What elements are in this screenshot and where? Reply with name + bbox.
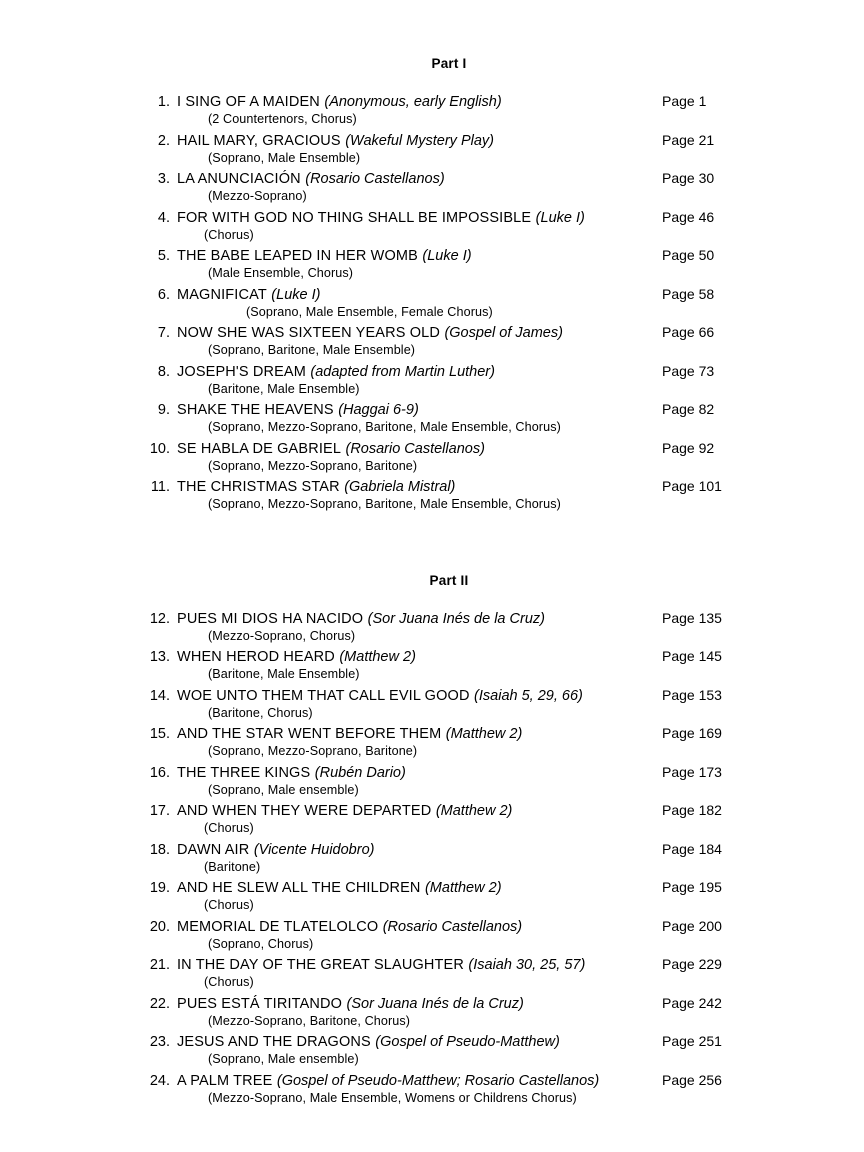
toc-entry: [148, 995, 728, 1028]
toc-entry-source: (Sor Juana Inés de la Cruz): [367, 610, 545, 627]
toc-entry-number: 17.: [149, 803, 170, 819]
toc-entry-main-line: [148, 648, 728, 666]
toc-entry-title: FOR WITH GOD NO THING SHALL BE IMPOSSIBLE: [177, 209, 532, 226]
part-separator-gap: [148, 517, 728, 573]
toc-entry-number: 9.: [157, 402, 170, 418]
part-one-heading: Part I: [431, 56, 467, 71]
toc-entry-page-number: Page 169: [662, 725, 722, 741]
toc-entry-number: 7.: [157, 325, 170, 341]
toc-entry-title: I SING OF A MAIDEN: [177, 94, 320, 110]
toc-entry-number: 4.: [157, 209, 170, 226]
toc-entry-source: (Matthew 2): [435, 803, 513, 819]
toc-entry-page-number: Page 195: [662, 879, 722, 895]
toc-entry: [148, 324, 728, 357]
toc-entry-main-line: [148, 1072, 728, 1090]
part-two-heading: Part II: [429, 572, 469, 588]
toc-entry-voicing: (Baritone, Male Ensemble): [208, 667, 360, 681]
toc-entry: [148, 286, 728, 319]
toc-entry-source: (Rosario Castellanos): [382, 918, 523, 935]
toc-entry-voicing: (Soprano, Chorus): [208, 936, 314, 951]
toc-entry-main-line: [148, 401, 728, 419]
toc-entry-number: 19.: [149, 880, 170, 896]
toc-entry: [148, 687, 728, 720]
toc-entry-number: 8.: [157, 363, 170, 380]
toc-entry-main-line: [148, 324, 728, 342]
toc-entry-page-number: Page 145: [662, 648, 722, 664]
toc-entry-page-number: Page 92: [662, 439, 715, 456]
toc-entry: [148, 170, 728, 203]
part-two-entry-list: [148, 610, 728, 1105]
toc-entry-title: AND THE STAR WENT BEFORE THEM: [177, 726, 442, 742]
toc-entry: [148, 209, 728, 242]
toc-entry: [148, 93, 728, 126]
toc-entry-number: 20.: [149, 918, 170, 935]
toc-entry-main-line: [148, 802, 728, 820]
toc-entry-voicing: (Mezzo-Soprano, Male Ensemble, Womens or Childrens Chorus): [208, 1090, 577, 1105]
toc-entry: [148, 725, 728, 758]
toc-entry-page-number: Page 46: [662, 208, 715, 225]
toc-entry-main-line: [148, 170, 728, 188]
toc-entry-page-number: Page 200: [662, 917, 722, 934]
toc-entry-source: (Matthew 2): [424, 880, 502, 896]
toc-entry-voicing: (Soprano, Baritone, Male Ensemble): [208, 343, 416, 357]
toc-entry-source: (Wakeful Mystery Play): [345, 132, 494, 149]
toc-entry-main-line: [148, 879, 728, 897]
toc-entry-voicing: (Baritone, Chorus): [208, 705, 313, 720]
toc-entry-page-number: Page 184: [662, 840, 722, 857]
toc-entry-title: LA ANUNCIACIÓN: [177, 171, 301, 187]
toc-entry-voicing: (Chorus): [204, 975, 254, 989]
toc-entry-main-line: [148, 995, 728, 1013]
toc-entry-title: THE CHRISTMAS STAR: [177, 479, 340, 495]
toc-entry-page-number: Page 50: [662, 247, 715, 263]
toc-entry: [148, 764, 728, 797]
toc-entry-page-number: Page 242: [662, 994, 722, 1011]
toc-entry-title: AND WHEN THEY WERE DEPARTED: [177, 803, 432, 819]
toc-entry-voicing: (Baritone): [204, 859, 261, 874]
toc-entry-source: (Sor Juana Inés de la Cruz): [346, 995, 524, 1012]
toc-entry-main-line: [148, 93, 728, 111]
toc-entry-main-line: [148, 725, 728, 743]
toc-entry-main-line: [148, 764, 728, 782]
toc-entry-source: (Rosario Castellanos): [345, 440, 485, 457]
toc-entry-number: 14.: [149, 687, 170, 704]
toc-entry-voicing: (Soprano, Male Ensemble, Female Chorus): [246, 304, 493, 319]
toc-entry-title: SE HABLA DE GABRIEL: [177, 440, 342, 457]
toc-entry-title: HAIL MARY, GRACIOUS: [177, 132, 341, 149]
toc-entry-title: A PALM TREE: [177, 1072, 273, 1089]
toc-entry-number: 15.: [149, 726, 170, 742]
toc-entry-page-number: Page 229: [662, 956, 722, 972]
toc-entry-title: MAGNIFICAT: [177, 286, 267, 303]
toc-entry: [148, 247, 728, 280]
toc-content: [148, 56, 728, 1110]
toc-entry-source: (Matthew 2): [445, 726, 523, 742]
toc-entry-main-line: [148, 440, 728, 458]
toc-entry-page-number: Page 135: [662, 609, 722, 626]
toc-entry-source: (Rubén Dario): [314, 764, 406, 781]
toc-entry-title: JOSEPH'S DREAM: [177, 363, 306, 380]
toc-entry-source: (Anonymous, early English): [324, 94, 502, 110]
toc-entry-number: 10.: [149, 440, 170, 457]
toc-entry-number: 23.: [149, 1034, 170, 1050]
toc-entry-source: (Matthew 2): [339, 649, 416, 665]
toc-entry: [148, 1072, 728, 1105]
toc-entry-main-line: [148, 918, 728, 936]
toc-entry-page-number: Page 30: [662, 170, 715, 186]
toc-entry-number: 24.: [149, 1072, 170, 1089]
toc-entry-number: 21.: [149, 957, 170, 973]
toc-entry-main-line: [148, 478, 728, 496]
toc-entry: [148, 956, 728, 989]
toc-entry-number: 1.: [157, 94, 170, 110]
toc-entry-source: (adapted from Martin Luther): [310, 363, 495, 380]
toc-entry-main-line: [148, 841, 728, 859]
toc-entry-voicing: (Chorus): [204, 898, 254, 912]
toc-entry-voicing: (Soprano, Mezzo-Soprano, Baritone, Male Ensemble, Chorus): [208, 497, 561, 511]
toc-entry-page-number: Page 21: [662, 131, 715, 148]
toc-entry-page-number: Page 82: [662, 401, 715, 417]
toc-entry-main-line: [148, 687, 728, 705]
toc-entry-page-number: Page 251: [662, 1033, 722, 1049]
toc-entry-title: NOW SHE WAS SIXTEEN YEARS OLD: [177, 325, 440, 341]
toc-entry-voicing: (Male Ensemble, Chorus): [208, 266, 354, 280]
toc-entry-number: 12.: [149, 610, 170, 627]
toc-entry-title: THE BABE LEAPED IN HER WOMB: [177, 248, 418, 264]
toc-entry-voicing: (Soprano, Mezzo-Soprano, Baritone): [208, 458, 418, 473]
toc-entry-title: MEMORIAL DE TLATELOLCO: [177, 918, 379, 935]
toc-entry-voicing: (Soprano, Mezzo-Soprano, Baritone, Male Ensemble, Chorus): [208, 420, 561, 434]
toc-entry-main-line: [148, 209, 728, 227]
toc-entry: [148, 648, 728, 681]
toc-entry-voicing: (Soprano, Male Ensemble): [208, 150, 361, 165]
toc-entry-number: 5.: [157, 248, 170, 264]
toc-entry-title: IN THE DAY OF THE GREAT SLAUGHTER: [177, 957, 464, 973]
toc-entry-voicing: (Soprano, Mezzo-Soprano, Baritone): [208, 744, 418, 758]
toc-entry: [148, 610, 728, 643]
toc-entry-source: (Gospel of James): [444, 325, 563, 341]
toc-entry-voicing: (Soprano, Male ensemble): [208, 782, 359, 797]
toc-entry: [148, 802, 728, 835]
toc-entry-page-number: Page 1: [662, 93, 707, 109]
toc-entry-source: (Isaiah 30, 25, 57): [468, 957, 586, 973]
toc-entry-source: (Rosario Castellanos): [305, 171, 445, 187]
toc-entry-number: 3.: [157, 171, 170, 187]
toc-entry: [148, 478, 728, 511]
toc-entry-source: (Isaiah 5, 29, 66): [474, 687, 583, 704]
toc-entry-number: 18.: [149, 841, 170, 858]
toc-entry-page-number: Page 173: [662, 763, 722, 780]
toc-entry-voicing: (2 Countertenors, Chorus): [208, 112, 357, 126]
toc-entry-main-line: [148, 956, 728, 974]
toc-entry-title: AND HE SLEW ALL THE CHILDREN: [177, 880, 421, 896]
toc-entry-voicing: (Baritone, Male Ensemble): [208, 381, 360, 396]
toc-entry-title: DAWN AIR: [177, 841, 250, 858]
toc-entry-number: 13.: [149, 649, 170, 665]
toc-entry-page-number: Page 66: [662, 324, 715, 340]
toc-entry-source: (Luke I): [271, 286, 321, 303]
toc-entry-number: 6.: [157, 286, 170, 303]
toc-entry-source: (Luke I): [422, 248, 472, 264]
toc-entry: [148, 440, 728, 473]
toc-entry-title: JESUS AND THE DRAGONS: [177, 1034, 371, 1050]
toc-entry-title: PUES MI DIOS HA NACIDO: [177, 610, 364, 627]
toc-entry-main-line: [148, 363, 728, 381]
toc-entry-number: 2.: [157, 132, 170, 149]
toc-entry-source: (Vicente Huidobro): [253, 841, 375, 858]
toc-entry-title: PUES ESTÁ TIRITANDO: [177, 995, 343, 1012]
toc-entry: [148, 879, 728, 912]
toc-entry-number: 22.: [149, 995, 170, 1012]
toc-entry-source: (Gospel of Pseudo-Matthew): [375, 1034, 560, 1050]
toc-entry-page-number: Page 73: [662, 362, 715, 379]
toc-entry-number: 11.: [150, 479, 170, 495]
toc-entry-main-line: [148, 247, 728, 265]
toc-entry: [148, 363, 728, 396]
toc-entry-title: WHEN HEROD HEARD: [177, 649, 335, 665]
toc-entry: [148, 841, 728, 874]
toc-entry-title: SHAKE THE HEAVENS: [177, 402, 334, 418]
toc-entry-voicing: (Chorus): [204, 227, 254, 242]
toc-entry-page-number: Page 182: [662, 802, 722, 818]
toc-entry-voicing: (Mezzo-Soprano): [208, 189, 307, 203]
toc-entry-source: (Gabriela Mistral): [344, 479, 456, 495]
toc-entry-page-number: Page 101: [662, 478, 722, 494]
toc-entry-page-number: Page 58: [662, 285, 715, 302]
toc-entry-title: WOE UNTO THEM THAT CALL EVIL GOOD: [177, 687, 470, 704]
toc-entry-source: (Gospel of Pseudo-Matthew; Rosario Castellanos): [276, 1072, 600, 1089]
toc-entry-source: (Luke I): [535, 209, 585, 226]
toc-entry-voicing: (Mezzo-Soprano, Chorus): [208, 628, 356, 643]
toc-entry-title: THE THREE KINGS: [177, 764, 311, 781]
part-one-entry-list: [148, 93, 728, 511]
toc-entry-main-line: [148, 286, 728, 304]
toc-entry-number: 16.: [149, 764, 170, 781]
toc-entry-voicing: (Chorus): [204, 821, 254, 835]
toc-entry-page-number: Page 153: [662, 686, 722, 703]
toc-entry-source: (Haggai 6-9): [338, 402, 419, 418]
toc-entry: [148, 918, 728, 951]
toc-entry-voicing: (Soprano, Male ensemble): [208, 1052, 359, 1066]
toc-entry-main-line: [148, 132, 728, 150]
toc-entry-page-number: Page 256: [662, 1071, 722, 1088]
toc-entry-main-line: [148, 1033, 728, 1051]
toc-entry: [148, 401, 728, 434]
toc-entry-main-line: [148, 610, 728, 628]
toc-entry: [148, 132, 728, 165]
toc-entry-voicing: (Mezzo-Soprano, Baritone, Chorus): [208, 1013, 411, 1028]
toc-entry: [148, 1033, 728, 1066]
